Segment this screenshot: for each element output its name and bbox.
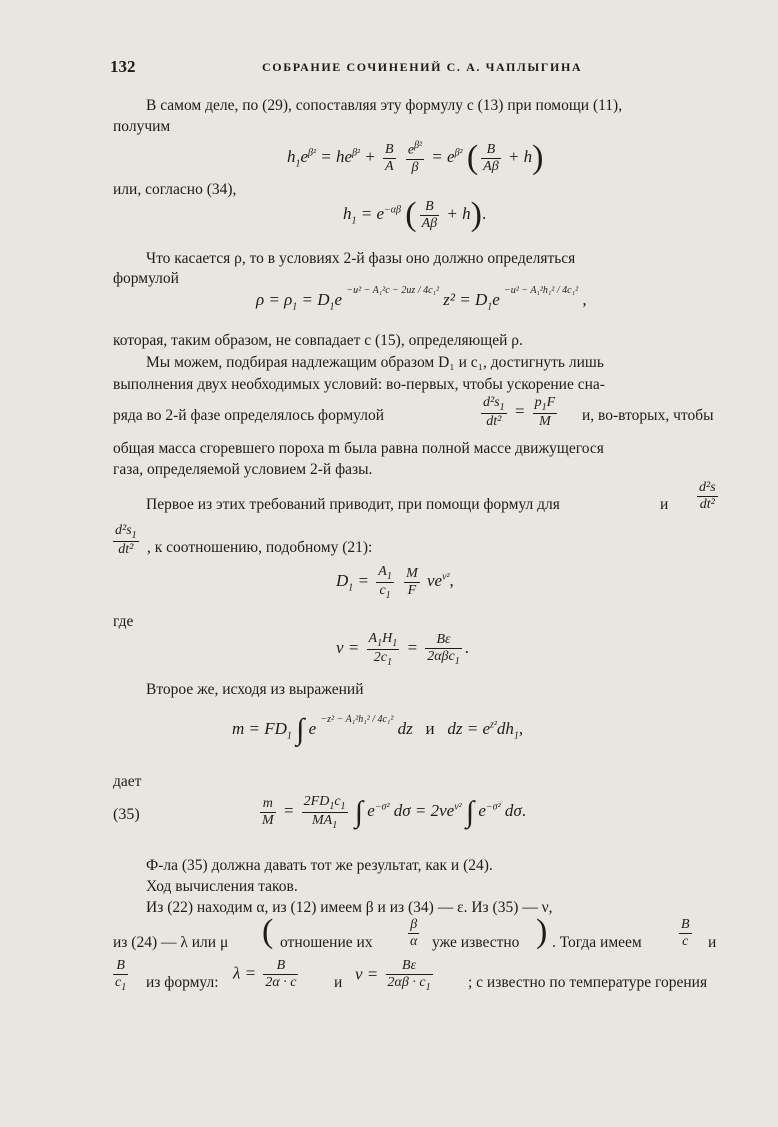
equation-lambda: λ = $\frac{B}{2\alpha \cdot c}$ xyxy=(233,958,297,990)
equation-acceleration: $\frac{d^2s_1}{\text{dt²}}$ = $\frac{p_1F}{M}$ xyxy=(483,395,556,429)
paragraph-5-line-4: общая масса сгоревшего пороха m была равна полной массе движущегося xyxy=(113,440,604,457)
fraction-B-c1: $\frac{B}{c_1}$ xyxy=(115,958,127,993)
paragraph-6-line-1: Первое из этих требований приводит, при помощи формул для xyxy=(146,496,560,513)
paragraph-12-line-3a: из формул: xyxy=(146,974,219,991)
equation-h1-34: $h_1 = e^{-\alpha\beta}$ ( $\frac{B}{A\beta}$ + h). xyxy=(343,196,487,233)
paragraph-12-line-2b: отношение их xyxy=(280,934,373,951)
paragraph-1-line-1: В самом деле, по (29), сопоставляя эту формулу с (13) при помощи (11), xyxy=(146,97,623,114)
paragraph-9: дает xyxy=(113,773,142,790)
paragraph-2: или, согласно (34), xyxy=(113,181,237,198)
paragraph-12-line-2e: и xyxy=(708,934,717,951)
paragraph-12-line-3c: ; c известно по температуре горения xyxy=(468,974,708,991)
paragraph-5-line-3b: и, во-вторых, чтобы xyxy=(582,407,714,424)
equation-nu: ν = $\frac{A_1H_1}{2c_1}$ = Bε 2αβc$_1$ . xyxy=(336,631,469,668)
fraction-d2s1-dt2: $\frac{d^2s_1}{\text{dt²}}$ xyxy=(115,523,137,557)
paragraph-5-line-2: выполнения двух необходимых условий: во-первых, чтобы ускорение сна- xyxy=(113,376,605,393)
paragraph-3-line-1: Что касается ρ, то в условиях 2-й фазы оно должно определяться xyxy=(146,250,576,267)
equation-h1: $h_1e^{\beta^2} = he^{\beta^2}$ + $\frac{B}{A}$ $\frac{e^{\beta^2}}{\beta}$ = $e^{\beta^2}$ ( $\frac{B}{A\beta}$ + h) xyxy=(287,139,544,176)
equation-label-35: (35) xyxy=(113,806,140,823)
paragraph-1-line-2: получим xyxy=(113,118,171,135)
fraction-beta-alpha: $\frac{\beta}{\alpha}$ xyxy=(410,917,418,949)
paragraph-12-line-1: Из (22) находим α, из (12) имеем β и из (34) — ε. Из (35) — ν, xyxy=(146,899,553,916)
paragraph-12-line-2d: . Тогда имеем xyxy=(552,934,642,951)
equation-rho: $\rho = \rho_1 = D_1e$ $^{-u^2 - A_1^2c - 2uz / 4c_1^2}$ $z^2 = D_1e$ $^{-u^2 - A_1^2h_1^2 / 4c_1^2}$ , xyxy=(256,285,587,313)
page-number: 132 xyxy=(110,57,136,76)
running-title: СОБРАНИЕ СОЧИНЕНИЙ С. А. ЧАПЛЫГИНА xyxy=(262,60,583,74)
paragraph-6-line-1-end: и xyxy=(660,496,669,513)
paragraph-8: Второе же, исходя из выражений xyxy=(146,681,364,698)
paragraph-5-line-1: Мы можем, подбирая надлежащим образом D₁ и c₁, достигнуть лишь xyxy=(146,354,604,371)
paragraph-12-line-3b: и xyxy=(334,974,343,991)
equation-m: $m = FD_1$ ∫ e $^{-z^2 - A_1^2h_1^2 / 4c_1^2}$ dz и dz = $e^{z^2}dh_1$, xyxy=(232,713,524,746)
paren-close: ) xyxy=(536,913,548,950)
equation-nu-2: ν = $\frac{B\varepsilon}{2\alpha\beta \cdot c_1}$ xyxy=(355,958,431,993)
paragraph-3-line-2: формулой xyxy=(113,270,179,287)
paragraph-7: где xyxy=(113,613,134,630)
paragraph-4: которая, таким образом, не совпадает с (15), определяющей ρ. xyxy=(113,332,523,349)
paragraph-5-line-3a: ряда во 2-й фазе определялось формулой xyxy=(113,407,385,424)
paragraph-6-line-2: , к соотношению, подобному (21): xyxy=(147,539,373,556)
paragraph-11: Ход вычисления таков. xyxy=(146,878,298,895)
paragraph-5-line-5: газа, определяемой условием 2-й фазы. xyxy=(113,461,373,478)
paragraph-12-line-2c: уже известно xyxy=(432,934,520,951)
paragraph-12-line-2a: из (24) — λ или μ xyxy=(113,934,229,951)
paragraph-10: Ф-ла (35) должна давать тот же результат, как и (24). xyxy=(146,857,493,874)
equation-D1: $D_1$ = $\frac{A_1}{c_1}$ $\frac{M}{F}$ $\nu e^{\nu^2}$, xyxy=(336,564,454,601)
running-header xyxy=(0,57,778,77)
fraction-d2s-dt2: $\frac{\text{d²s}}{\text{dt²}}$ xyxy=(699,480,716,512)
paren-open: ( xyxy=(262,913,274,950)
equation-35: $\frac{m}{M}$ = $\frac{2FD_1c_1}{MA_1}$ ∫ $e^{-\sigma^2}$ $d\sigma = 2\nu e^{\nu^2}$ ∫ $e^{-\sigma^2}$ dσ. xyxy=(262,794,526,831)
fraction-B-c: $\frac{B}{c}$ xyxy=(681,917,690,949)
